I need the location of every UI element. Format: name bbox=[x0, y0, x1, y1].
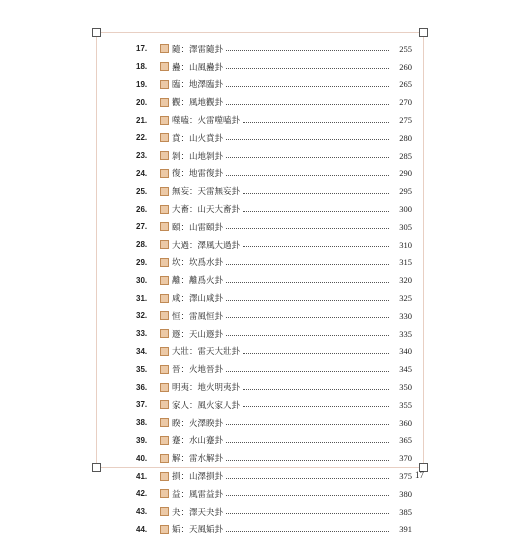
dot-leader bbox=[226, 228, 389, 229]
entry-page: 295 bbox=[399, 186, 412, 197]
hexagram-icon bbox=[160, 311, 169, 320]
entry-title: 頤：山雷頤卦 bbox=[172, 222, 224, 233]
entry-number: 37. bbox=[136, 400, 148, 410]
entry-page: 355 bbox=[399, 399, 412, 410]
hexagram-icon bbox=[160, 151, 169, 160]
dot-leader bbox=[243, 193, 389, 194]
toc-entry[interactable] bbox=[136, 76, 412, 94]
toc-entry[interactable] bbox=[136, 325, 412, 343]
entry-page: 300 bbox=[399, 204, 412, 215]
hexagram-icon bbox=[160, 454, 169, 463]
entry-page: 265 bbox=[399, 79, 412, 90]
dot-leader bbox=[226, 335, 389, 336]
toc-entry[interactable] bbox=[136, 432, 412, 450]
dot-leader bbox=[226, 104, 389, 105]
toc-entry[interactable] bbox=[136, 307, 412, 325]
entry-title: 損：山澤損卦 bbox=[172, 472, 224, 483]
entry-page: 350 bbox=[399, 382, 412, 393]
entry-title: 大畜：山天大畜卦 bbox=[172, 205, 241, 216]
dot-leader bbox=[226, 442, 389, 443]
toc-entry[interactable] bbox=[136, 40, 412, 58]
entry-title: 觀：風地觀卦 bbox=[172, 98, 224, 109]
entry-number: 26. bbox=[136, 204, 148, 214]
entry-title: 蹇：水山蹇卦 bbox=[172, 436, 224, 447]
dot-leader bbox=[226, 478, 389, 479]
hexagram-icon bbox=[160, 44, 169, 53]
toc-entry[interactable] bbox=[136, 289, 412, 307]
hexagram-icon bbox=[160, 383, 169, 392]
entry-page: 345 bbox=[399, 364, 412, 375]
toc-entry[interactable] bbox=[136, 485, 412, 503]
entry-title: 復：地雷復卦 bbox=[172, 169, 224, 180]
entry-page: 260 bbox=[399, 61, 412, 72]
dot-leader bbox=[226, 139, 389, 140]
toc-entry[interactable] bbox=[136, 254, 412, 272]
entry-number: 24. bbox=[136, 168, 148, 178]
entry-title: 隨：澤雷隨卦 bbox=[172, 44, 224, 55]
entry-number: 25. bbox=[136, 186, 148, 196]
hexagram-icon bbox=[160, 62, 169, 71]
dot-leader bbox=[243, 406, 389, 407]
dot-leader bbox=[243, 122, 389, 123]
dot-leader bbox=[226, 175, 389, 176]
hexagram-icon bbox=[160, 489, 169, 498]
entry-page: 335 bbox=[399, 328, 412, 339]
toc-entry[interactable] bbox=[136, 343, 412, 361]
hexagram-icon bbox=[160, 472, 169, 481]
entry-number: 43. bbox=[136, 507, 148, 517]
toc-entry[interactable] bbox=[136, 503, 412, 521]
entry-title: 明夷：地火明夷卦 bbox=[172, 383, 241, 394]
toc-entry[interactable] bbox=[136, 111, 412, 129]
toc-entry[interactable] bbox=[136, 93, 412, 111]
frame-top-border bbox=[96, 32, 424, 33]
dot-leader bbox=[226, 495, 389, 496]
entry-title: 噬嗑：火雷噬嗑卦 bbox=[172, 116, 241, 127]
hexagram-icon bbox=[160, 222, 169, 231]
entry-page: 320 bbox=[399, 275, 412, 286]
entry-title: 姤：天風姤卦 bbox=[172, 525, 224, 536]
entry-number: 28. bbox=[136, 240, 148, 250]
entry-number: 39. bbox=[136, 435, 148, 445]
entry-page: 391 bbox=[399, 524, 412, 535]
entry-number: 44. bbox=[136, 524, 148, 534]
entry-title: 大過：澤風大過卦 bbox=[172, 240, 241, 251]
dot-leader bbox=[226, 531, 389, 532]
entry-number: 34. bbox=[136, 346, 148, 356]
toc-entry[interactable] bbox=[136, 147, 412, 165]
entry-title: 益：風雷益卦 bbox=[172, 489, 224, 500]
table-of-contents bbox=[136, 40, 412, 538]
entry-title: 夬：澤天夬卦 bbox=[172, 507, 224, 518]
hexagram-icon bbox=[160, 365, 169, 374]
dot-leader bbox=[226, 371, 389, 372]
entry-title: 臨：地澤臨卦 bbox=[172, 80, 224, 91]
entry-page: 370 bbox=[399, 453, 412, 464]
entry-title: 恒：雷風恒卦 bbox=[172, 311, 224, 322]
dot-leader bbox=[226, 86, 389, 87]
entry-title: 咸：澤山咸卦 bbox=[172, 294, 224, 305]
entry-page: 310 bbox=[399, 239, 412, 250]
toc-entry[interactable] bbox=[136, 378, 412, 396]
dot-leader bbox=[226, 460, 389, 461]
hexagram-icon bbox=[160, 436, 169, 445]
frame-left-border bbox=[96, 32, 97, 468]
entry-title: 晉：火地晉卦 bbox=[172, 365, 224, 376]
dot-leader bbox=[243, 353, 389, 354]
entry-number: 21. bbox=[136, 115, 148, 125]
entry-page: 315 bbox=[399, 257, 412, 268]
entry-page: 360 bbox=[399, 417, 412, 428]
entry-number: 38. bbox=[136, 418, 148, 428]
hexagram-icon bbox=[160, 169, 169, 178]
dot-leader bbox=[226, 264, 389, 265]
entry-page: 255 bbox=[399, 43, 412, 54]
corner-marker-top-left bbox=[92, 28, 101, 37]
hexagram-icon bbox=[160, 507, 169, 516]
entry-number: 36. bbox=[136, 382, 148, 392]
toc-entry[interactable] bbox=[136, 396, 412, 414]
toc-entry[interactable] bbox=[136, 414, 412, 432]
entry-page: 275 bbox=[399, 115, 412, 126]
entry-page: 280 bbox=[399, 132, 412, 143]
dot-leader bbox=[226, 68, 389, 69]
entry-number: 23. bbox=[136, 151, 148, 161]
toc-entry[interactable] bbox=[136, 200, 412, 218]
entry-page: 285 bbox=[399, 150, 412, 161]
entry-number: 18. bbox=[136, 62, 148, 72]
hexagram-icon bbox=[160, 294, 169, 303]
entry-number: 20. bbox=[136, 97, 148, 107]
hexagram-icon bbox=[160, 347, 169, 356]
dot-leader bbox=[226, 317, 389, 318]
dot-leader bbox=[226, 424, 389, 425]
hexagram-icon bbox=[160, 525, 169, 534]
toc-entry[interactable] bbox=[136, 467, 412, 485]
entry-number: 30. bbox=[136, 275, 148, 285]
entry-number: 41. bbox=[136, 471, 148, 481]
dot-leader bbox=[243, 211, 389, 212]
entry-number: 31. bbox=[136, 293, 148, 303]
dot-leader bbox=[226, 513, 389, 514]
dot-leader bbox=[226, 157, 389, 158]
toc-entry[interactable] bbox=[136, 182, 412, 200]
entry-number: 32. bbox=[136, 311, 148, 321]
toc-entry[interactable] bbox=[136, 521, 412, 538]
entry-page: 380 bbox=[399, 488, 412, 499]
toc-entry[interactable] bbox=[136, 449, 412, 467]
hexagram-icon bbox=[160, 258, 169, 267]
hexagram-icon bbox=[160, 400, 169, 409]
dot-leader bbox=[243, 389, 389, 390]
entry-title: 睽：火澤睽卦 bbox=[172, 418, 224, 429]
entry-title: 解：雷水解卦 bbox=[172, 454, 224, 465]
hexagram-icon bbox=[160, 98, 169, 107]
entry-title: 遯：天山遯卦 bbox=[172, 329, 224, 340]
hexagram-icon bbox=[160, 205, 169, 214]
dot-leader bbox=[226, 300, 389, 301]
entry-title: 賁：山火賁卦 bbox=[172, 133, 224, 144]
toc-entry[interactable] bbox=[136, 165, 412, 183]
entry-page: 330 bbox=[399, 310, 412, 321]
hexagram-icon bbox=[160, 187, 169, 196]
hexagram-icon bbox=[160, 133, 169, 142]
toc-entry[interactable] bbox=[136, 129, 412, 147]
hexagram-icon bbox=[160, 80, 169, 89]
hexagram-icon bbox=[160, 418, 169, 427]
entry-page: 305 bbox=[399, 221, 412, 232]
entry-number: 27. bbox=[136, 222, 148, 232]
toc-entry[interactable] bbox=[136, 58, 412, 76]
entry-title: 離：離爲火卦 bbox=[172, 276, 224, 287]
entry-number: 42. bbox=[136, 489, 148, 499]
entry-number: 17. bbox=[136, 44, 148, 54]
entry-page: 385 bbox=[399, 506, 412, 517]
dot-leader bbox=[243, 246, 389, 247]
toc-entry[interactable] bbox=[136, 360, 412, 378]
entry-number: 29. bbox=[136, 257, 148, 267]
corner-marker-top-right bbox=[419, 28, 428, 37]
entry-title: 剝：山地剝卦 bbox=[172, 151, 224, 162]
toc-entry[interactable] bbox=[136, 218, 412, 236]
entry-page: 340 bbox=[399, 346, 412, 357]
entry-page: 290 bbox=[399, 168, 412, 179]
toc-entry[interactable] bbox=[136, 236, 412, 254]
entry-title: 無妄：天雷無妄卦 bbox=[172, 187, 241, 198]
entry-number: 22. bbox=[136, 133, 148, 143]
hexagram-icon bbox=[160, 276, 169, 285]
entry-page: 365 bbox=[399, 435, 412, 446]
entry-number: 33. bbox=[136, 329, 148, 339]
entry-title: 蠱：山風蠱卦 bbox=[172, 62, 224, 73]
corner-marker-bottom-left bbox=[92, 463, 101, 472]
dot-leader bbox=[226, 50, 389, 51]
hexagram-icon bbox=[160, 329, 169, 338]
entry-page: 270 bbox=[399, 97, 412, 108]
entry-page: 325 bbox=[399, 293, 412, 304]
entry-number: 40. bbox=[136, 453, 148, 463]
page-number: 17 bbox=[415, 470, 424, 480]
frame-right-border bbox=[423, 32, 424, 468]
hexagram-icon bbox=[160, 116, 169, 125]
entry-number: 35. bbox=[136, 364, 148, 374]
dot-leader bbox=[226, 282, 389, 283]
entry-title: 坎：坎爲水卦 bbox=[172, 258, 224, 269]
entry-number: 19. bbox=[136, 79, 148, 89]
entry-title: 家人：風火家人卦 bbox=[172, 400, 241, 411]
entry-page: 375 bbox=[399, 471, 412, 482]
entry-title: 大壯：雷天大壯卦 bbox=[172, 347, 241, 358]
toc-entry[interactable] bbox=[136, 271, 412, 289]
hexagram-icon bbox=[160, 240, 169, 249]
